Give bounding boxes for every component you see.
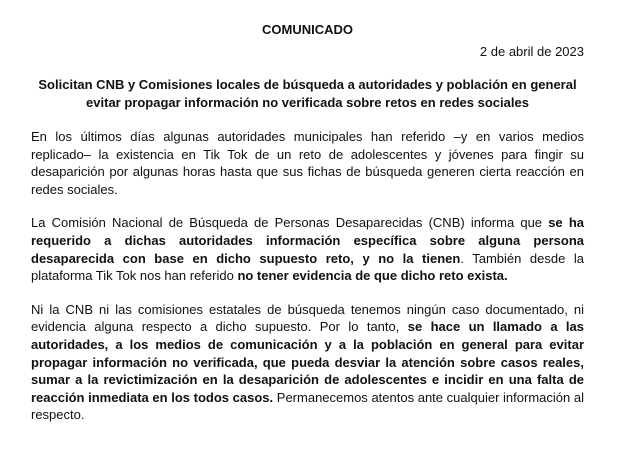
title-line-2: evitar propagar información no verificada sobre retos en redes sociales <box>86 95 529 110</box>
document-date: 2 de abril de 2023 <box>479 44 584 59</box>
document-heading: COMUNICADO <box>262 22 353 37</box>
p2-bold-d: no tener evidencia de que dicho reto exista. <box>237 268 508 284</box>
p3-text-c: Permanecemos atentos ante cualquier información al respecto. <box>31 389 584 423</box>
p2-text-a: La Comisión Nacional de Búsqueda de Personas Desaparecidas (CNB) informa que <box>31 215 549 231</box>
paragraph-3 <box>31 301 584 424</box>
p2-bold-b: se ha requerido a dichas autoridades información específica sobre alguna persona desaparecida con base en dicho supuesto reto, y no la tienen <box>31 215 584 266</box>
p2-text-c: . También desde la plataforma Tik Tok nos han referido <box>31 250 584 284</box>
paragraph-2 <box>31 214 584 284</box>
title-line-1: Solicitan CNB y Comisiones locales de búsqueda a autoridades y población en general <box>38 77 577 92</box>
paragraph-1: En los últimos días algunas autoridades municipales han referido –y en varios medios replicado– la existencia en Tik Tok de un reto de adolescentes y jóvenes para fingir su desaparición por algunas horas hasta que sus fichas de búsqueda generen cierta reacción en redes sociales. <box>31 129 584 197</box>
p3-bold-b: se hace un llamado a las autoridades, a los medios de comunicación y a la población en general para evitar propagar información no verificada, que pueda desviar la atención sobre casos reales, sumar a la revictimización en la desaparición de adolescentes e incidir en una falta de reacción inmediata en los todos casos. <box>31 319 584 405</box>
p3-text-a: Ni la CNB ni las comisiones estatales de búsqueda tenemos ningún caso documentado, ni evidencia alguna respecto a dicho supuesto. Por lo tanto, <box>31 301 584 335</box>
document-title <box>31 76 584 112</box>
